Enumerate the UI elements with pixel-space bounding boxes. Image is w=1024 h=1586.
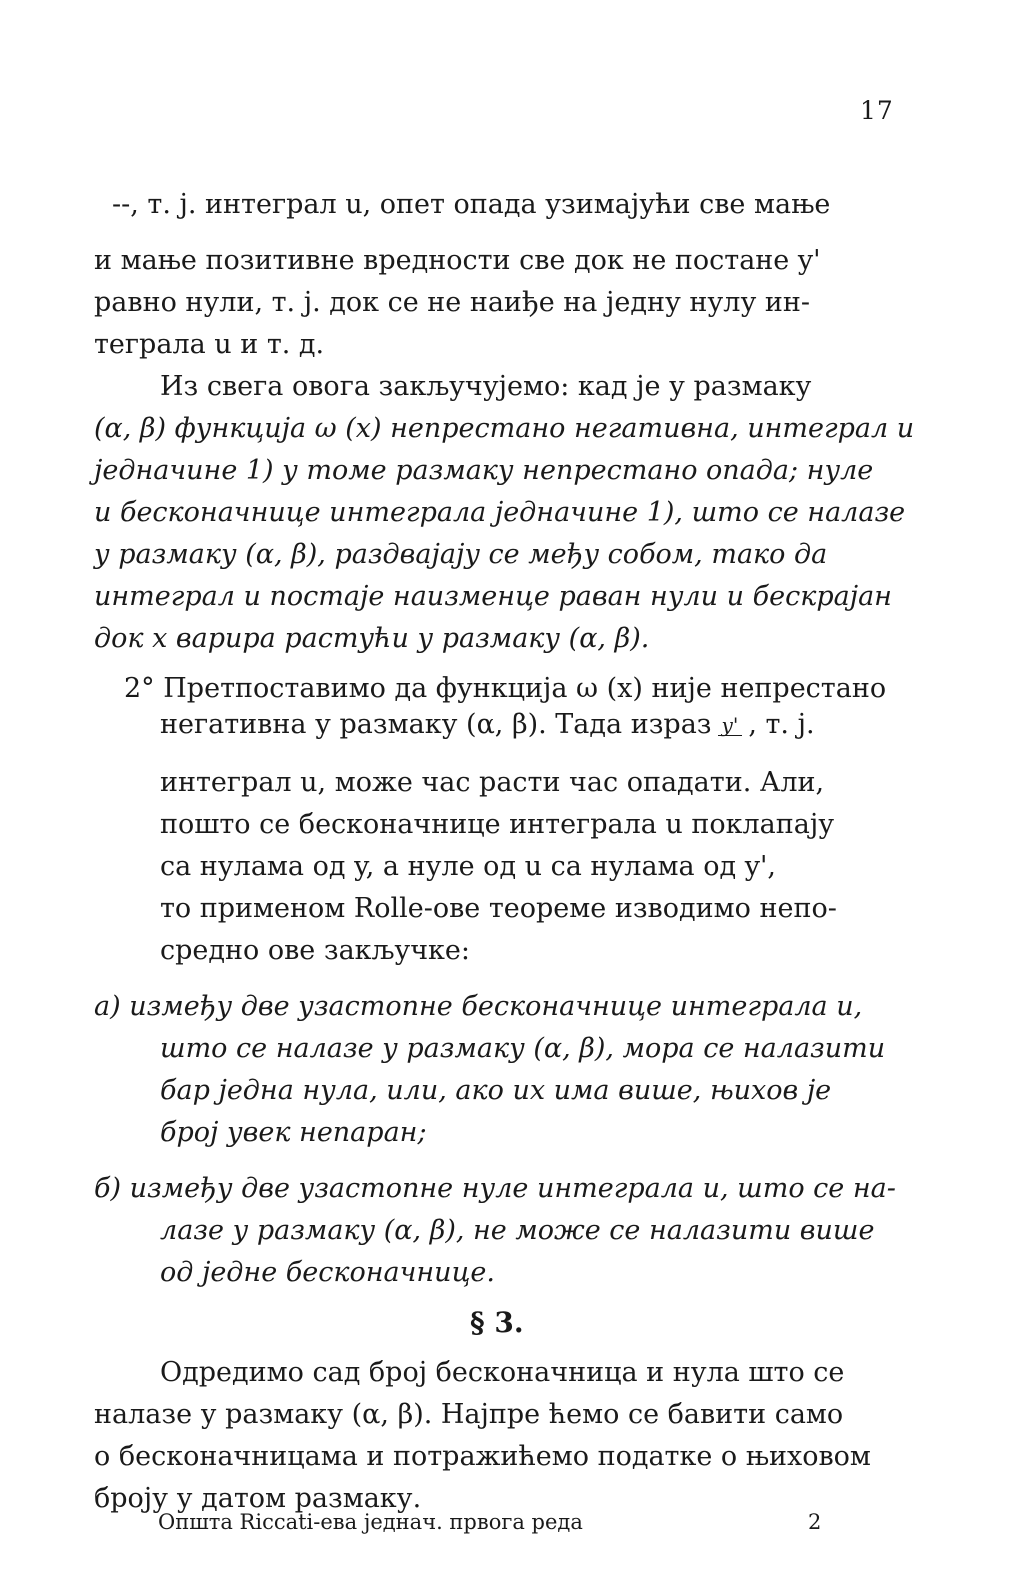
text-segment: негативна у размаку (α, β). Тада израз (160, 709, 712, 740)
text-line: 2° Претпоставимо да функција ω (x) није непрестано (124, 673, 887, 704)
list-item-b-line: б) између две узастопне нуле интеграла u, што се на- (94, 1173, 896, 1204)
text-line: са нулама од y, а нуле од u са нулама од y', (160, 851, 776, 882)
text-line: интеграл u, може час расти час опадати. Али, (160, 767, 825, 798)
text-line: броју у датом размаку. (94, 1483, 422, 1514)
text-line: налазе у размаку (α, β). Најпре ћемо се бавити само (94, 1399, 844, 1430)
text-segment: , т. ј. (748, 709, 815, 740)
text-line: Одредимо сад број бесконачница и нула што се (160, 1357, 845, 1388)
text-line: једначине 1) у томе размаку непрестано опада; нуле (94, 455, 874, 486)
list-item-a-line: а) између две узастопне бесконачнице интеграла u, (94, 991, 863, 1022)
page-number: 17 (860, 96, 894, 125)
list-item-a-line: што се налазе у размаку (α, β), мора се налазити (160, 1033, 886, 1064)
footer-signature-mark: 2 (808, 1510, 822, 1534)
text-line: и бесконачнице интеграла једначине 1), што се налазе (94, 497, 906, 528)
text-line: интеграл u постаје наизменце раван нули и бескрајан (94, 581, 892, 612)
fraction (716, 715, 745, 736)
text-line: о бесконачницама и потражићемо податке о њиховом (94, 1441, 871, 1472)
fraction-numerator: y' (721, 713, 739, 737)
text-line: теграла u и т. д. (94, 329, 325, 360)
list-item-a-line: бар једна нула, или, ако их има више, њихов је (160, 1075, 832, 1106)
footer-running-title: Општа Riccati-ева једнач. првога реда (158, 1510, 583, 1534)
list-item-a-line: број увек непаран; (160, 1117, 427, 1148)
text-line: (α, β) функција ω (x) непрестано негативна, интеграл u (94, 413, 915, 444)
text-line: то применом Rolle-ове теореме изводимо непо- (160, 893, 837, 924)
text-line: средно ове закључке: (160, 935, 471, 966)
text-line: и мање позитивне вредности све док не постане y' (94, 245, 821, 276)
list-item-b-line: лазе у размаку (α, β), не може се налазити више (160, 1215, 875, 1246)
text-line: пошто се бесконачнице интеграла u поклапају (160, 809, 835, 840)
section-heading: § 3. (470, 1306, 524, 1339)
text-line: --, т. ј. интеграл u, опет опада узимајући све мање (112, 189, 831, 220)
text-line-with-fraction (160, 708, 815, 742)
text-line: Из свега овога закључујемо: кад је у размаку (160, 371, 812, 402)
text-line: у размаку (α, β), раздвајају се међу собом, тако да (94, 539, 828, 570)
text-line: док x варира растући у размаку (α, β). (94, 623, 650, 654)
list-item-b-line: од једне бесконачнице. (160, 1257, 495, 1288)
text-line: равно нули, т. ј. док се не наиђе на једну нулу ин- (94, 287, 811, 318)
